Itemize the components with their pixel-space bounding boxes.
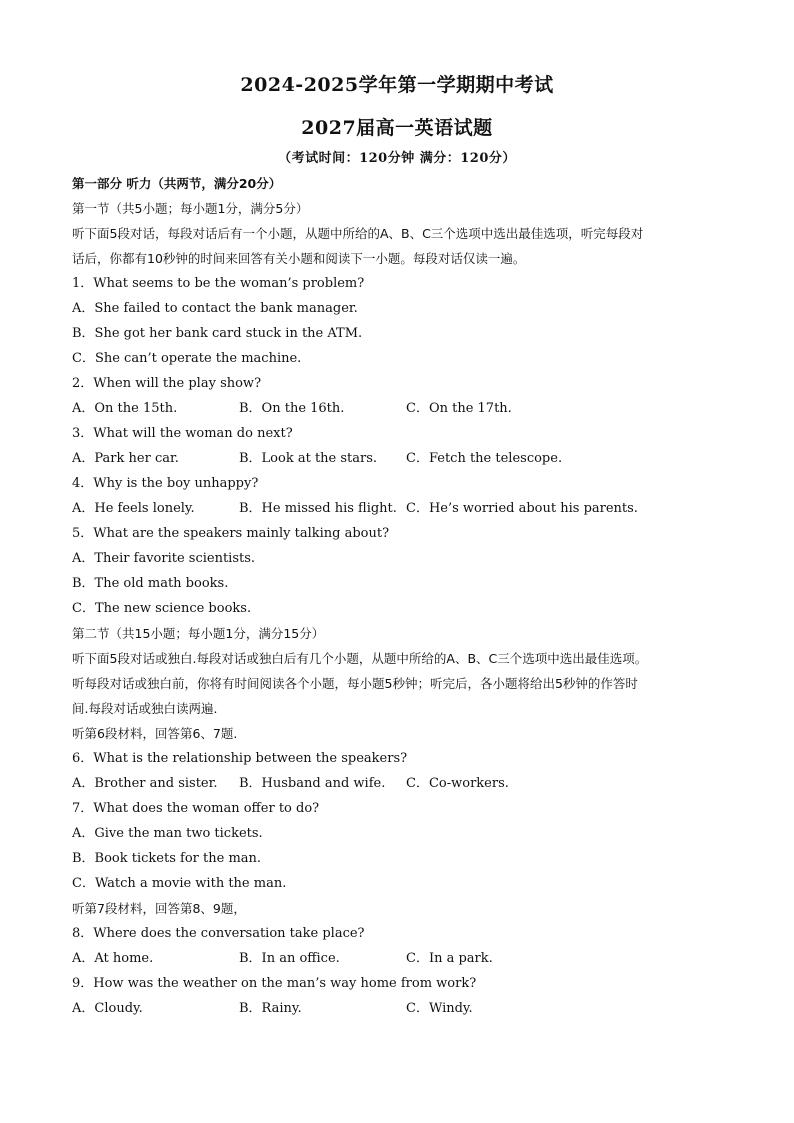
material-7-note: 听第7段材料，回答第8、9题， [72, 901, 246, 916]
option-c: C．On the 17th. [406, 401, 512, 416]
option-c: C．In a park. [406, 951, 493, 966]
section2-instruction-end: 间.每段对话或独白读两遍. [72, 701, 218, 716]
exam-title: 2024-2025学年第一学期期中考试 [240, 74, 554, 96]
exam-subtitle: 2027届高一英语试题 [301, 117, 493, 139]
option-a: A．Brother and sister. [72, 776, 218, 791]
part1-heading: 第一部分 听力（共两节，满分20分） [72, 176, 282, 191]
option-b: B．He missed his flight. [239, 501, 397, 516]
option-a: A．He feels lonely. [72, 501, 195, 516]
option-c: C．Watch a movie with the man. [72, 876, 287, 891]
exam-info: （考试时间：120分钟 满分：120分） [278, 151, 516, 166]
question-stem: 2．When will the play show? [72, 376, 262, 391]
options-row [72, 946, 732, 971]
material-6-note: 听第6段材料，回答第6、7题. [72, 726, 238, 741]
option-b: B．In an office. [239, 951, 340, 966]
section2-instruction: 听下面5段对话或独白.每段对话或独白后有几个小题，从题中所给的A、B、C三个选项中选出最佳选项。 [72, 651, 648, 666]
question-stem: 8．Where does the conversation take place? [72, 926, 365, 941]
question-stem: 5．What are the speakers mainly talking about? [72, 526, 390, 541]
option-c: C．Fetch the telescope. [406, 451, 563, 466]
option-b: B．The old math books. [72, 576, 229, 591]
option-b: B．She got her bank card stuck in the ATM. [72, 326, 363, 341]
exam-body [72, 171, 732, 1021]
option-a: A．Cloudy. [72, 1001, 143, 1016]
question-stem: 1．What seems to be the woman’s problem? [72, 276, 365, 291]
option-a: A．Their favorite scientists. [72, 551, 256, 566]
options-row [72, 446, 732, 471]
option-b: B．On the 16th. [239, 401, 345, 416]
options-row [72, 996, 732, 1021]
option-c: C．He’s worried about his parents. [406, 501, 638, 516]
option-c: C．The new science books. [72, 601, 252, 616]
question-stem: 3．What will the woman do next? [72, 426, 293, 441]
question-stem: 4．Why is the boy unhappy? [72, 476, 259, 491]
option-a: A．Give the man two tickets. [72, 826, 263, 841]
option-c: C．She can’t operate the machine. [72, 351, 302, 366]
section2-instruction-cont: 听每段对话或独白前，你将有时间阅读各个小题，每小题5秒钟；听完后，各小题将给出5秒钟的作答时 [72, 676, 638, 691]
option-b: B．Look at the stars. [239, 451, 378, 466]
section1-instruction-cont: 话后，你都有10秒钟的时间来回答有关小题和阅读下一小题。每段对话仅读一遍。 [72, 251, 526, 266]
section1-instruction: 听下面5段对话，每段对话后有一个小题，从题中所给的A、B、C三个选项中选出最佳选项，听完每段对 [72, 226, 644, 241]
question-stem: 7．What does the woman offer to do? [72, 801, 320, 816]
options-row [72, 771, 732, 796]
option-a: A．She failed to contact the bank manager. [72, 301, 358, 316]
option-a: A．At home. [72, 951, 154, 966]
option-a: A．On the 15th. [72, 401, 178, 416]
option-a: A．Park her car. [72, 451, 179, 466]
options-row [72, 396, 732, 421]
option-b: B．Husband and wife. [239, 776, 386, 791]
section2-heading: 第二节（共15小题；每小题1分，满分15分） [72, 626, 325, 641]
option-c: C．Co-workers. [406, 776, 509, 791]
option-b: B．Rainy. [239, 1001, 302, 1016]
section1-heading: 第一节（共5小题；每小题1分，满分5分） [72, 201, 309, 216]
option-c: C．Windy. [406, 1001, 473, 1016]
options-row [72, 496, 732, 521]
option-b: B．Book tickets for the man. [72, 851, 262, 866]
question-stem: 6．What is the relationship between the speakers? [72, 751, 408, 766]
question-stem: 9．How was the weather on the man’s way home from work? [72, 976, 477, 991]
